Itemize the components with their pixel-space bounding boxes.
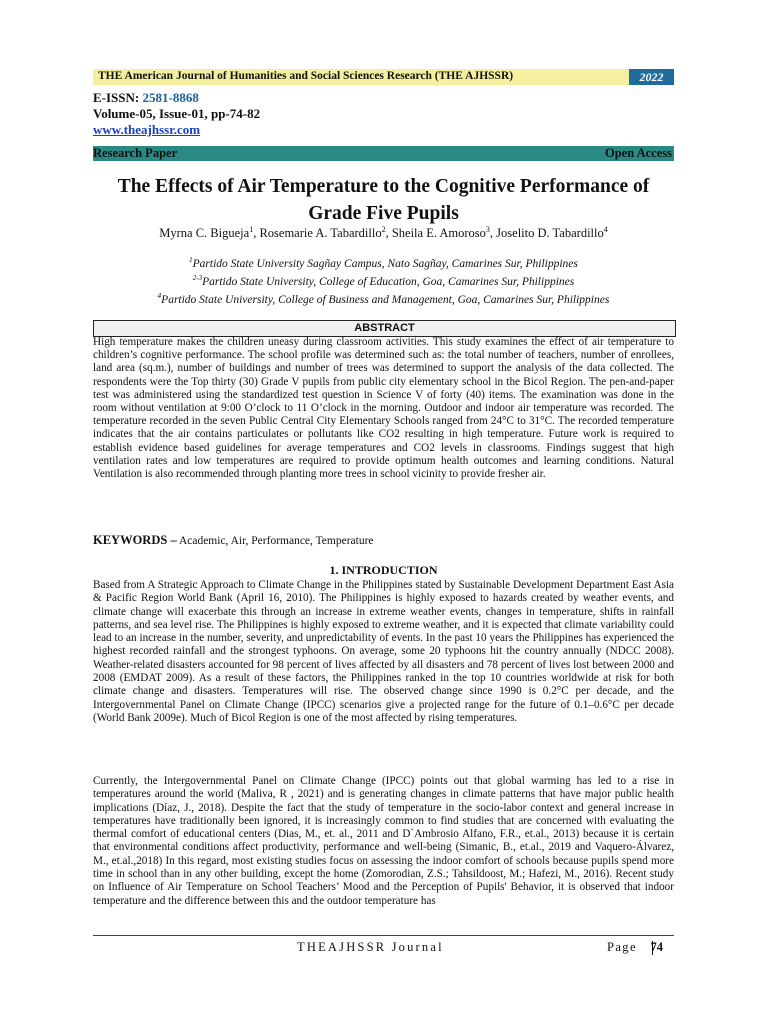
keywords-label: KEYWORDS – [93,533,177,547]
footer-divider [93,935,674,936]
page-number-value: 74 [650,940,663,954]
paper-type: Research Paper [93,146,178,160]
keywords [93,533,374,548]
author-name: Rosemarie A. Tabardillo [259,226,382,241]
journal-name: THE American Journal of Humanities and Social Sciences Research (THE AJHSSR) [98,70,514,82]
author-affiliation-mark: 1 [249,225,254,234]
issn-number: 2581-8868 [142,90,199,105]
author-name: Joselito D. Tabardillo [496,226,604,241]
affiliation-mark: 2-3 [192,273,203,282]
affiliation-mark: 4 [157,291,162,300]
author-list: Myrna C. Bigueja$^1$, Rosemarie A. Tabardillo$^2$, Sheila E. Amoroso$^3$, Joselito D. Tabardillo$^4$ [159,225,608,241]
affiliation-text: Partido State University Sagñay Campus, Nato Sagñay, Camarines Sur, Philippines [192,257,578,270]
abstract-heading: ABSTRACT [93,320,676,337]
paper-type-bar [93,146,674,161]
affiliation-line [93,253,674,271]
page-number [607,940,663,955]
keywords-list: Academic, Air, Performance, Temperature [176,535,374,547]
section-heading-introduction: 1. INTRODUCTION [329,563,438,577]
introduction-paragraph-1: Based from A Strategic Approach to Climate Change in the Philippines stated by Sustainable Development Department East Asia & Pacific Region World Bank (April 16, 2010). The Philippines is highly exposed to hazards created by weather events, and climate change will exacerbate this through an increase in extreme weather events, changes in temperature, shifts in rainfall patterns, and sea level rise. The Philippines is highly exposed to extreme weather, and it is expected that climate variability could lead to an increase in the number, severity, and unpredictability of events. In the past 10 years the Philippines has experienced the highest recorded rainfall and the strongest typhoons. On average, some 20 typhoons hit the country annually (NDCC 2008). Weather-related disasters accounted for 98 percent of lives affected by all disasters and 78 percent of lives lost between 2000 and 2008 (EMDAT 2009). As a result of these factors, the Philippines ranked in the top 10 countries worldwide at risk for both climate change and disasters. Temperatures will rise. The observed change since 1990 is 0.2°C per decade, and the Intergovernmental Panel on Climate Change (IPCC) scenarios give a projected range for the future of 0.1–0.6°C per decade (World Bank 2009e). Much of Bicol Region is one of the most affected by rising temperatures. [93,579,674,724]
author-name: Myrna C. Bigueja [159,226,250,241]
year-badge: 2022 [629,69,674,85]
introduction-paragraph-2: Currently, the Intergovernmental Panel on Climate Change (IPCC) points out that global warming has led to a rise in temperatures around the world (Maliva, R , 2021) and is generating changes in climate patterns that have major public health implications (Díaz, J., 2018). Despite the fact that the study of temperature in the socio-labor context and general increase in temperatures have traditionally been ignored, it is increasingly common to find studies that are concerned with evaluating the thermal comfort of educational centers (Dias, M., et. al., 2011 and D`Ambrosio Alfano, F.R., et.al., 2013) because it is certain that environmental conditions affect productivity, performance and well-being (Simanic, B., et.al., 2019 and Vaquero-Álvarez, M., et.al.,2018) In this regard, most existing studies focus on assessing the indoor comfort of schools because pupils spend more time in school than in any other building, except the home (Zomorodian, Z.S.; Tahsildoost, M.; Hafezi, M., 2016). Recent study on Influence of Air Temperature on School Teachers’ Mood and the Perception of Pupils' Behavior, it is observed that indoor temperature and the difference between this and the outdoor temperature has [93,775,674,907]
affiliation-mark: 1 [189,256,193,264]
issn [93,90,199,106]
volume-info: Volume-05, Issue-01, pp-74-82 [93,106,261,121]
issn-label: E-ISSN: [93,90,143,105]
journal-website-link[interactable]: www.theajhssr.com [93,122,201,137]
affiliation-text: Partido State University, College of Education, Goa, Camarines Sur, Philippines [202,275,575,288]
abstract-text: High temperature makes the children uneasy during classroom activities. This study examines the effect of air temperature to children’s cognitive performance. The school profile was determined such as: the total number of teachers, number of enrollees, land area (sq.m.), number of buildings and number of trees was determined to support the analysis of the data collected. The respondents were the Top thirty (30) Grade V pupils from public city elementary school in the Bicol Region. The pen-and-paper test was administered using the standardized test question in Science V of forty (40) items. The examination was done in the room without ventilation at 9:00 O’clock to 11 O’clock in the morning. Outdoor and indoor air temperature was recorded. The temperature recorded in the seven Public Central City Elementary Schools ranged from 24°C to 31°C. The recorded temperature indicates that the air contains particulates or pollutants like CO2 resulting in high temperature. Future work is required to establish evidence based guidelines for average temperatures and CO2 levels in classrooms. Findings suggest that high ventilation rates and low temperatures are required to provide optimum health outcomes and learning conditions. Natural Ventilation is also recommended through planting more trees in school vicinity to provide fresher air. [93,336,674,481]
page-label: Page [607,940,642,954]
open-access-label: Open Access [604,146,672,160]
author-name: Sheila E. Amoroso [391,226,486,241]
affiliations [93,253,674,306]
paper-title: The Effects of Air Temperature to the Cognitive Performance of Grade Five Pupils [117,176,650,224]
affiliation-line [93,289,674,307]
footer-journal-name: THEAJHSSR Journal [297,940,444,954]
author-affiliation-mark: 4 [603,225,608,234]
author-affiliation-mark: 3 [485,225,490,234]
author-affiliation-mark: 2 [381,225,386,234]
affiliation-line [93,271,674,289]
affiliation-text: Partido State University, College of Business and Management, Goa, Camarines Sur, Philippines [161,293,610,306]
